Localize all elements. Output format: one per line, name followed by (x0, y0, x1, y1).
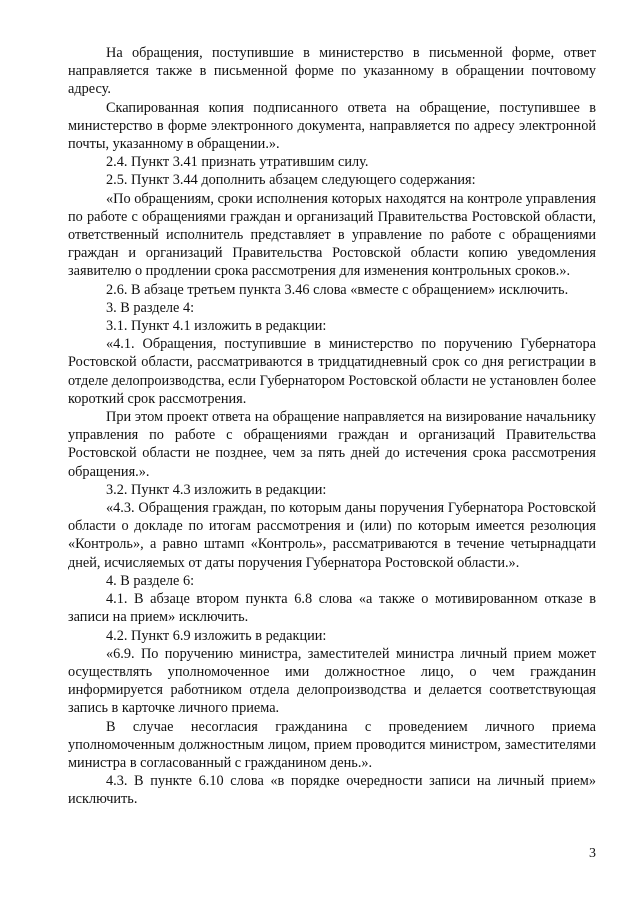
paragraph: 4.3. В пункте 6.10 слова «в порядке очередности записи на личный прием» исключить. (68, 773, 596, 808)
paragraph: 4. В разделе 6: (106, 572, 195, 589)
paragraph: 3. В разделе 4: (106, 299, 195, 316)
paragraph: При этом проект ответа на обращение направляется на визирование начальнику управления по работе с обращениями граждан и организаций Правительства Ростовской области не позднее, чем за пять дней до истечения срока рассмотрения обращения.». (68, 409, 596, 480)
paragraph: «По обращениям, сроки исполнения которых находятся на контроле управления по работе с обращениями граждан и организаций Правительства Ростовской области, ответственный исполнитель представляет в управление по работе с обращениями граждан и организаций Правительства Ростовской области копию уведомления заявителю о продлении срока рассмотрения для изменения контрольных сроков.». (68, 190, 596, 280)
paragraph: «6.9. По поручению министра, заместителей министра личный прием может осуществлять уполномоченное ими должностное лицо, о чем гражданин информируется работником отдела делопроизводства и делается соответствующая запись в карточке личного приема. (68, 645, 596, 717)
document-body (68, 44, 596, 809)
paragraph: «4.3. Обращения граждан, по которым даны поручения Губернатора Ростовской области о докладе по итогам рассмотрения и (или) по которым имеется резолюция «Контроль», а равно штамп «Контроль», рассматриваются в течение четырнадцати дней, исчисляемых от даты поручения Губернатора Ростовской области.». (68, 500, 596, 571)
paragraph: 3.1. Пункт 4.1 изложить в редакции: (106, 318, 327, 335)
page-number: 3 (589, 846, 596, 861)
paragraph: 2.5. Пункт 3.44 дополнить абзацем следующего содержания: (106, 172, 476, 189)
paragraph: Скапированная копия подписанного ответа на обращение, поступившее в министерство в форме электронного документа, направляется по адресу электронной почты, указанному в обращении.». (68, 99, 596, 153)
paragraph: 4.1. В абзаце втором пункта 6.8 слова «а также о мотивированном отказе в записи на прием» исключить. (68, 591, 596, 626)
paragraph: 2.6. В абзаце третьем пункта 3.46 слова «вместе с обращением» исключить. (106, 281, 569, 298)
paragraph: «4.1. Обращения, поступившие в министерство по поручению Губернатора Ростовской области, рассматриваются в тридцатидневный срок со дня регистрации в отделе делопроизводства, если Губернатором Ростовской области не установлен более короткий срок рассмотрения. (68, 336, 596, 407)
paragraph: 4.2. Пункт 6.9 изложить в редакции: (106, 627, 327, 644)
paragraph: На обращения, поступившие в министерство в письменной форме, ответ направляется также в письменной форме по указанному в обращении почтовому адресу. (68, 45, 596, 98)
paragraph: В случае несогласия гражданина с проведением личного приема уполномоченным должностным лицом, прием проводится министром, заместителями министра в согласованный с гражданином день.». (68, 718, 596, 771)
paragraph: 2.4. Пункт 3.41 признать утратившим силу. (106, 154, 369, 171)
paragraph: 3.2. Пункт 4.3 изложить в редакции: (106, 481, 327, 498)
